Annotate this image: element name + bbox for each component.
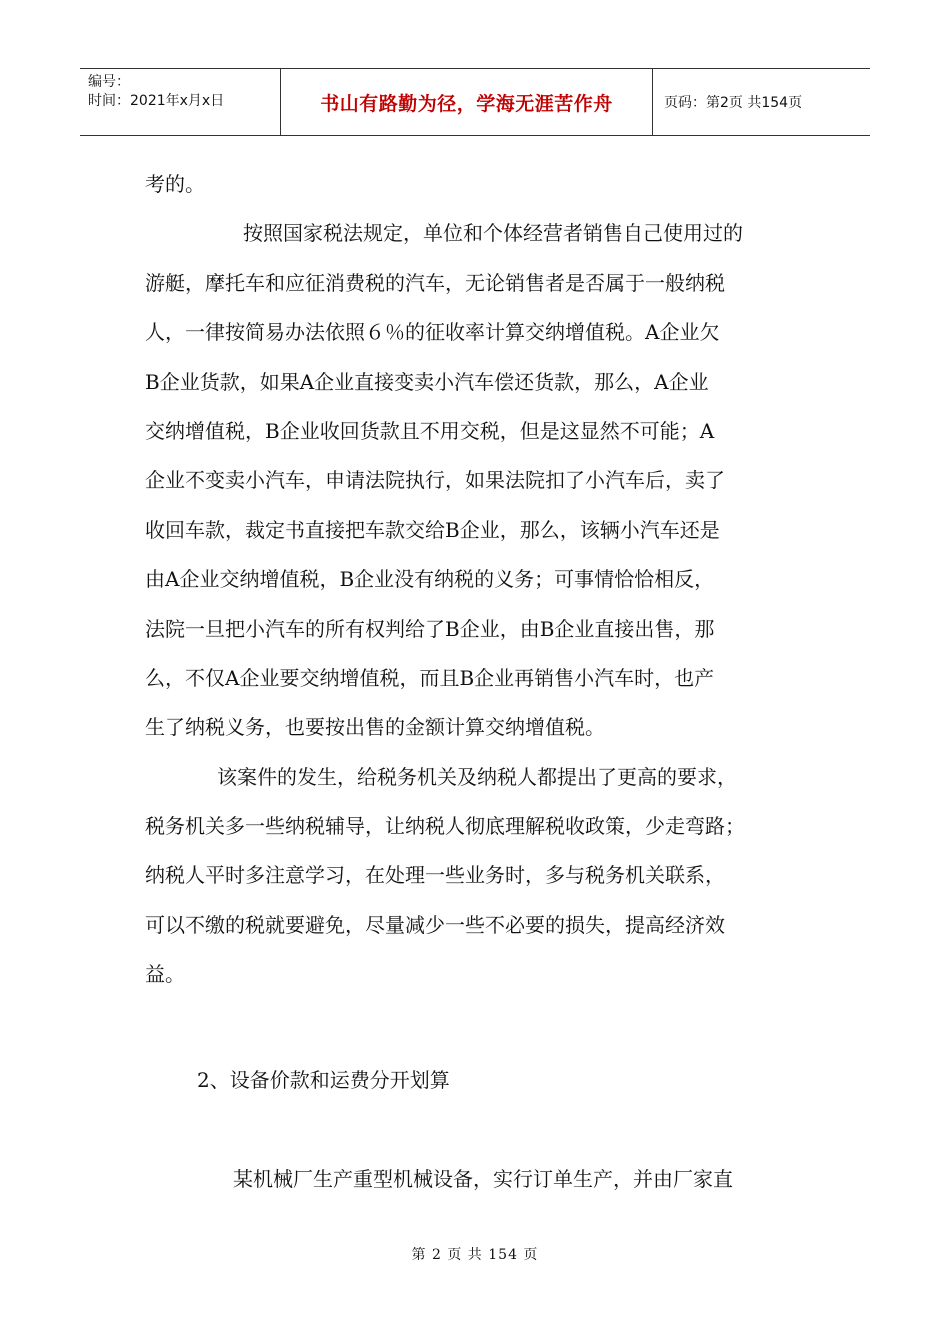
header-page-label: 页码：第2页 共154页 bbox=[664, 95, 803, 111]
section-heading: 2、设备价款和运费分开划算 bbox=[197, 1068, 450, 1092]
body-line: 益。 bbox=[145, 962, 185, 987]
body-line: 纳税人平时多注意学习，在处理一些业务时，多与税务机关联系， bbox=[145, 863, 725, 888]
document-body bbox=[145, 160, 815, 1000]
body-line: 么，不仅A企业要交纳增值税，而且B企业再销售小汽车时，也产 bbox=[145, 665, 715, 690]
body-line: 收回车款，裁定书直接把车款交给B企业，那么，该辆小汽车还是 bbox=[145, 517, 720, 542]
page-header bbox=[80, 68, 870, 136]
body-line: 人，一律按简易办法依照６％的征收率计算交纳增值税。A企业欠 bbox=[145, 320, 720, 345]
body-line: 按照国家税法规定，单位和个体经营者销售自己使用过的 bbox=[243, 221, 743, 246]
body-line: 法院一旦把小汽车的所有权判给了B企业，由B企业直接出售，那 bbox=[145, 616, 715, 641]
body-line: 企业不变卖小汽车，申请法院执行，如果法院扣了小汽车后，卖了 bbox=[145, 468, 725, 493]
body-line: 某机械厂生产重型机械设备，实行订单生产，并由厂家直 bbox=[233, 1167, 733, 1191]
header-motto: 书山有路勤为径，学海无涯苦作舟 bbox=[281, 69, 653, 135]
body-line: B企业货款，如果A企业直接变卖小汽车偿还货款，那么，A企业 bbox=[145, 369, 709, 394]
body-line: 该案件的发生，给税务机关及纳税人都提出了更高的要求， bbox=[217, 764, 737, 789]
body-line: 税务机关多一些纳税辅导，让纳税人彻底理解税收政策，少走弯路； bbox=[145, 814, 745, 839]
page-footer: 第 2 页 共 154 页 bbox=[411, 1247, 539, 1263]
body-line: 游艇，摩托车和应征消费税的汽车，无论销售者是否属于一般纳税 bbox=[145, 270, 725, 295]
number-label: 编号： bbox=[88, 74, 130, 90]
body-line: 交纳增值税，B企业收回货款且不用交税，但是这显然不可能；A bbox=[145, 418, 715, 443]
body-line: 由A企业交纳增值税，B企业没有纳税的义务；可事情恰恰相反， bbox=[145, 567, 715, 592]
body-line: 可以不缴的税就要避免，尽量减少一些不必要的损失，提高经济效 bbox=[145, 912, 725, 937]
body-line: 生了纳税义务，也要按出售的金额计算交纳增值税。 bbox=[145, 715, 605, 740]
time-label: 时间：2021年x月x日 bbox=[88, 93, 225, 109]
header-meta bbox=[80, 69, 281, 135]
body-line: 考的。 bbox=[145, 172, 205, 196]
